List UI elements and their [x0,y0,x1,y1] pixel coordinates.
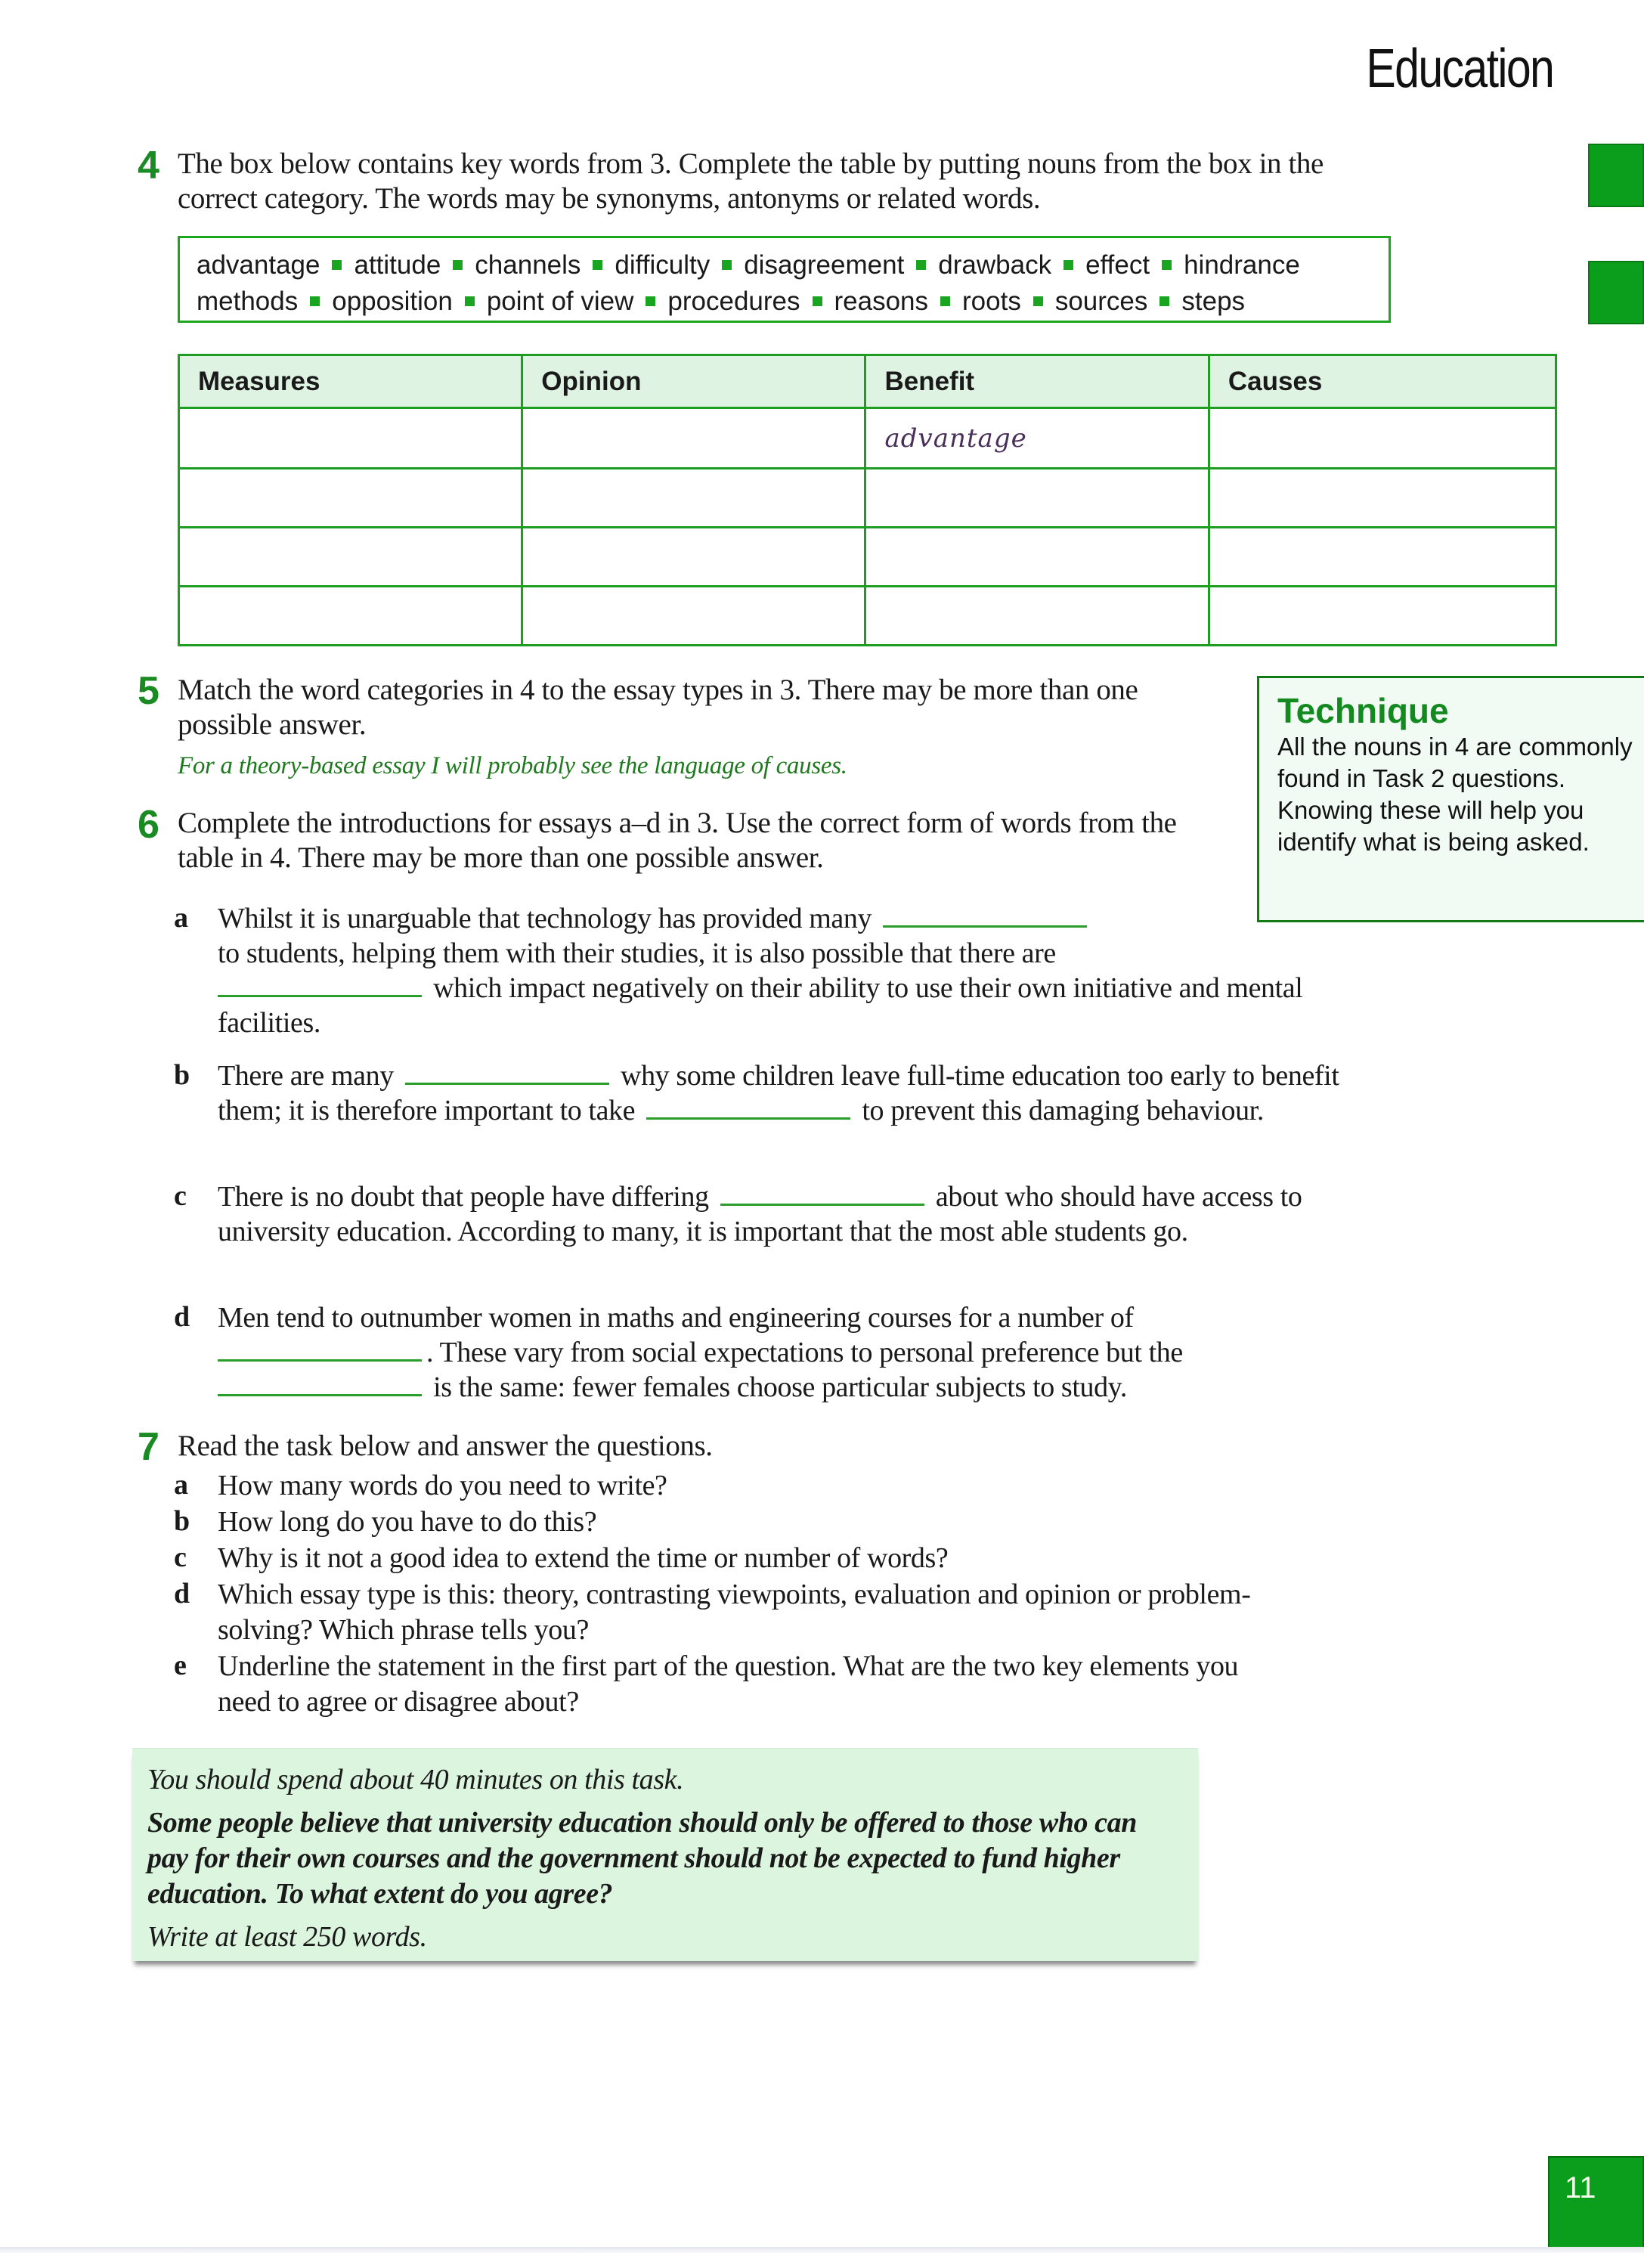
question-item [174,1468,1353,1504]
answer-blank[interactable] [720,1181,924,1206]
table-row [179,587,1556,646]
item-letter: c [174,1541,187,1573]
table-cell[interactable] [179,469,522,528]
table-cell[interactable] [179,528,522,587]
table-row [179,469,1556,528]
table-cell[interactable] [179,587,522,646]
writing-task-box [132,1748,1198,1961]
bullet-square-icon [940,296,950,306]
table-cell[interactable] [522,469,865,528]
item-text [218,1300,1376,1405]
text-fragment: Whilst it is unarguable that technology has provided many [218,903,872,934]
text-fragment: to students, helping them with their studies, it is also possible that there are [218,937,1056,969]
item-letter: a [174,1469,188,1501]
text-fragment: to prevent this damaging behaviour. [862,1095,1264,1126]
answer-blank[interactable] [646,1095,850,1120]
bullet-square-icon [1159,296,1169,306]
exercise-instruction: Match the word categories in 4 to the essay types in 3. There may be more than one possible answer. [178,674,1138,741]
answer-blank[interactable] [883,903,1087,928]
table-cell[interactable] [865,528,1209,587]
table-header-row [179,355,1556,408]
question-item [174,1577,1353,1648]
answer-blank[interactable] [405,1060,609,1085]
section-tab-marker [1588,144,1644,207]
item-letter: e [174,1650,187,1681]
item-letter: b [174,1505,190,1537]
question-item [174,1504,1353,1540]
question-text: How long do you have to do this? [218,1506,597,1538]
item-text [218,1058,1376,1128]
exercise-number: 7 [138,1425,159,1469]
exercise-instruction: Complete the introductions for essays a–d in 3. Use the correct form of words from the table in 4. There may be more than one possible answer. [178,807,1177,874]
gap-fill-item-d [174,1300,1376,1405]
page-bottom-edge [0,2247,1644,2253]
item-letter: d [174,1578,190,1610]
item-letter: d [174,1301,190,1333]
bullet-square-icon [813,296,822,306]
gap-fill-item-b [174,1058,1376,1128]
bullet-square-icon [332,260,342,270]
item-letter: a [174,902,188,934]
bullet-square-icon [465,296,475,306]
bullet-square-icon [1063,260,1073,270]
table-cell[interactable] [179,408,522,469]
word: opposition [332,287,453,316]
text-fragment: why some children leave full-time education too early to benefit them; it is therefore important to take [218,1060,1339,1126]
word-box [178,236,1391,323]
table-row [179,528,1556,587]
table-row [179,408,1556,469]
word: steps [1181,287,1246,316]
text-fragment: There is no doubt that people have differing [218,1181,709,1213]
exercise-instruction: Read the task below and answer the questions. [178,1430,713,1462]
task-time-note: You should spend about 40 minutes on this task. [147,1764,684,1796]
exercise-number: 4 [138,144,159,187]
question-text: Why is it not a good idea to extend the time or number of words? [218,1542,949,1574]
page-number: 11 [1548,2156,1644,2248]
table-cell[interactable] [1209,469,1556,528]
word: channels [475,250,581,280]
question-item [174,1649,1353,1720]
bullet-square-icon [453,260,463,270]
word: sources [1054,287,1148,316]
table-cell[interactable] [1209,408,1556,469]
technique-tip-box [1257,676,1644,922]
column-header-opinion: Opinion [522,355,865,408]
table-cell[interactable] [522,408,865,469]
bullet-square-icon [593,260,602,270]
word: hindrance [1184,250,1300,280]
text-fragment: . These vary from social expectations to personal preference but the [426,1337,1183,1368]
task-prompt: Some people believe that university education should only be offered to those who can pay for their own courses and the government should not be expected to fund higher education. To what extent do you agree? [147,1807,1137,1910]
word: roots [962,287,1021,316]
word: drawback [938,250,1052,280]
word: disagreement [744,250,905,280]
word: difficulty [615,250,711,280]
table-cell[interactable] [1209,528,1556,587]
word: attitude [354,250,441,280]
column-header-causes: Causes [1209,355,1556,408]
word-box-line-2 [197,284,1372,320]
item-letter: b [174,1059,190,1091]
question-text: How many words do you need to write? [218,1470,667,1501]
category-table [178,354,1557,646]
exercise-number: 6 [138,803,159,847]
exercise-number: 5 [138,669,159,713]
word: point of view [486,287,634,316]
word: methods [197,287,299,316]
task-word-limit: Write at least 250 words. [147,1921,427,1953]
word: advantage [197,250,320,280]
table-cell[interactable] [522,528,865,587]
question-list [174,1468,1353,1721]
answer-blank[interactable] [218,1371,422,1396]
text-fragment: There are many [218,1060,394,1092]
exercise-instruction: The box below contains key words from 3. Complete the table by putting nouns from the box in the correct category. The words may be synonyms, antonyms or related words. [178,147,1324,215]
answer-blank[interactable] [218,1337,422,1362]
bullet-square-icon [916,260,926,270]
word: procedures [667,287,800,316]
text-fragment: Men tend to outnumber women in maths and engineering courses for a number of [218,1302,1134,1334]
text-fragment: about who should have access to university education. According to many, it is important that the most able students go. [218,1181,1302,1247]
word: effect [1085,250,1150,280]
item-text [218,901,1323,1040]
question-text: Underline the statement in the first part of the question. What are the two key elements you need to agree or disagree about? [218,1650,1239,1718]
item-text [218,1179,1376,1249]
bullet-square-icon [1033,296,1043,306]
question-item [174,1541,1353,1576]
gap-fill-item-c [174,1179,1376,1249]
table-cell[interactable] [865,469,1209,528]
text-fragment: is the same: fewer females choose particular subjects to study. [433,1371,1127,1403]
text-fragment: which impact negatively on their ability to use their own initiative and mental facilities. [218,972,1303,1039]
word: reasons [834,287,929,316]
item-letter: c [174,1180,187,1212]
bullet-square-icon [646,296,655,306]
question-text: Which essay type is this: theory, contrasting viewpoints, evaluation and opinion or problem-solving? Which phrase tells you? [218,1579,1251,1646]
bullet-square-icon [1162,260,1172,270]
bullet-square-icon [722,260,732,270]
table-cell[interactable] [522,587,865,646]
bullet-square-icon [310,296,320,306]
answer-blank[interactable] [218,972,422,997]
table-cell[interactable] [1209,587,1556,646]
gap-fill-item-a [174,901,1323,1040]
unit-title: Education [1366,39,1553,99]
technique-title: Technique [1277,691,1449,730]
column-header-measures: Measures [179,355,522,408]
example-sentence: For a theory-based essay I will probably see the language of causes. [178,752,847,779]
table-cell-handwritten[interactable]: advantage [865,408,1209,469]
column-header-benefit: Benefit [865,355,1209,408]
section-tab-marker [1588,261,1644,324]
table-cell[interactable] [865,587,1209,646]
word-box-line-1 [197,247,1372,284]
technique-body: All the nouns in 4 are commonly found in Task 2 questions. Knowing these will help you identify what is being asked. [1277,733,1633,856]
